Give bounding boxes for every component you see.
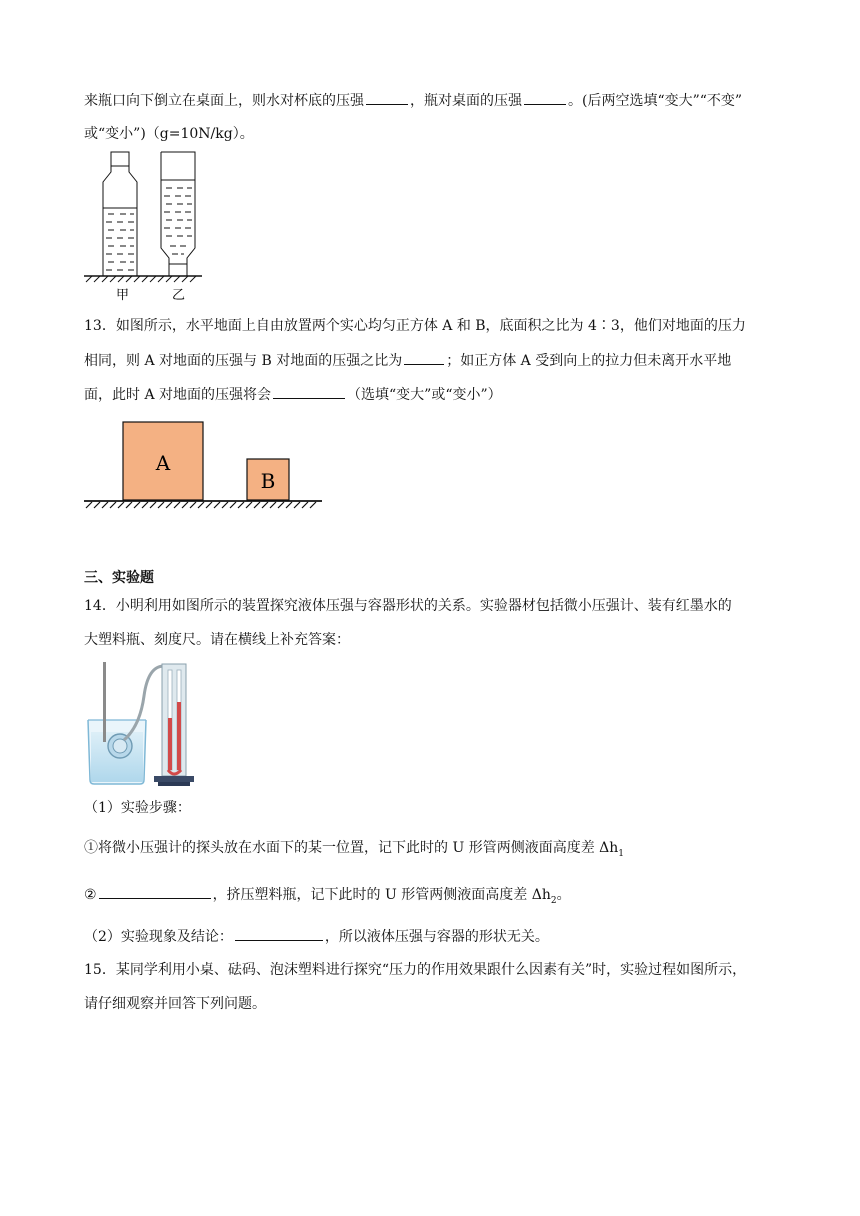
label-yi: 乙	[172, 288, 186, 302]
gauge-stand	[154, 776, 194, 782]
bottle-inverted	[161, 152, 195, 276]
q14-step-2: ② ，挤压塑料瓶，记下此时的 U 形管两侧液面高度差 $\Delta h_2$。	[84, 884, 571, 911]
q12-line-1: 来瓶口向下倒立在桌面上，则水对杯底的压强 ，瓶对桌面的压强 。(后两空选填“变大”“不变”	[84, 90, 742, 111]
answer-blank[interactable]	[99, 884, 211, 899]
answer-blank[interactable]	[404, 350, 444, 365]
blocks-figure	[84, 418, 334, 514]
answer-blank[interactable]	[366, 90, 408, 105]
bottles-figure	[84, 150, 224, 302]
q13-line-2: 相同，则 A 对地面的压强与 B 对地面的压强之比为 ；如正方体 A 受到向上的拉力但未离开水平地	[84, 350, 731, 371]
q14-step-title: （1）实验步骤：	[84, 800, 191, 816]
q12-line-2: 或“变小”)（g=10N/kg）。	[84, 126, 254, 142]
answer-blank[interactable]	[273, 384, 345, 399]
q14-line-1: 14．小明利用如图所示的装置探究液体压强与容器形状的关系。实验器材包括微小压强计、装有红墨水的	[84, 598, 732, 614]
label-jia: 甲	[116, 288, 130, 302]
section-title: 三、实验题	[84, 570, 154, 586]
q14-line-2: 大塑料瓶、刻度尺。请在横线上补充答案：	[84, 632, 350, 648]
block-a-label: A	[155, 451, 171, 475]
answer-blank[interactable]	[235, 926, 323, 941]
q14-step-1: ①将微小压强计的探头放在水面下的某一位置，记下此时的 U 形管两侧液面高度差 $\Delta h_1$	[84, 840, 625, 859]
block-b-label: B	[260, 469, 276, 493]
pressure-gauge-figure	[84, 656, 210, 788]
q13-line-3: 面，此时 A 对地面的压强将会 （选填“变大”或“变小”）	[84, 384, 502, 405]
q15-line-2: 请仔细观察并回答下列问题。	[84, 996, 266, 1012]
answer-blank[interactable]	[524, 90, 566, 105]
q13-line-1: 13．如图所示，水平地面上自由放置两个实心均匀正方体 A 和 B，底面积之比为 4∶3，他们对地面的压力	[84, 318, 746, 334]
q14-conclusion: （2）实验现象及结论： ，所以液体压强与容器的形状无关。	[84, 926, 549, 947]
q15-line-1: 15．某同学利用小桌、砝码、泡沫塑料进行探究“压力的作用效果跟什么因素有关”时，实验过程如图所示，	[84, 962, 747, 978]
